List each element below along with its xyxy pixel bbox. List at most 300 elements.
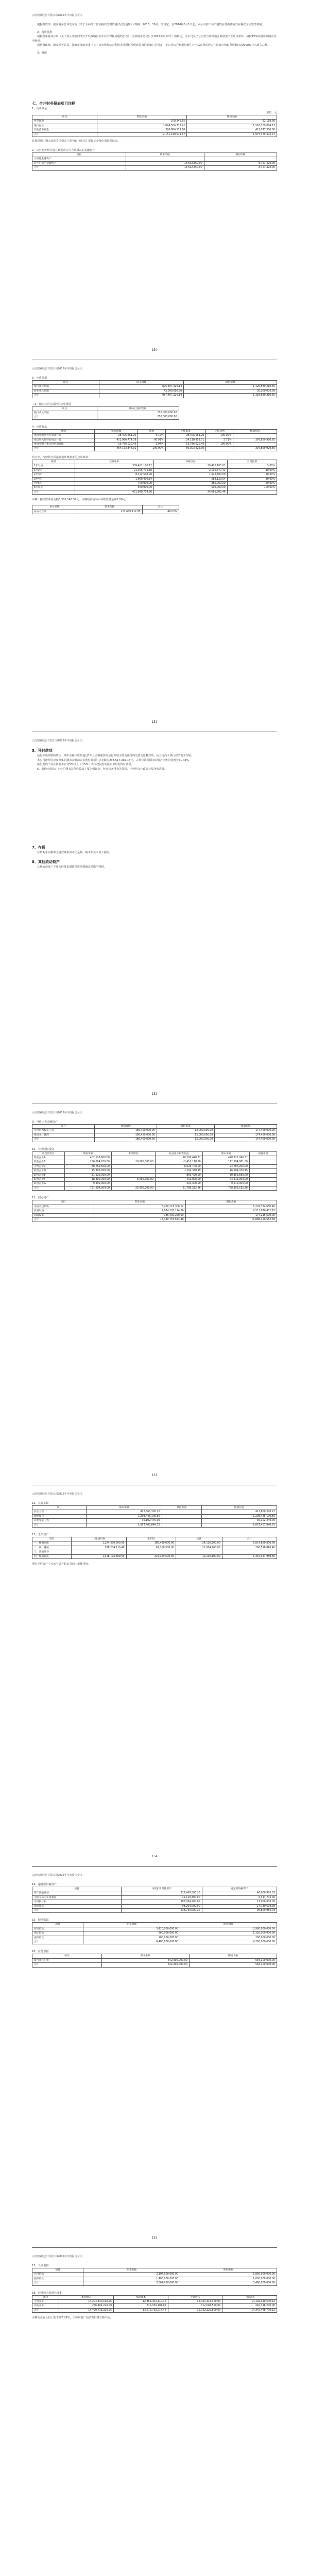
paragraph: 预付款项按账龄列示：期末余额中账龄超过1年且金额重要的预付款项主要为预付的设备及原料款项，因合同尚未执行完毕而未结转。 bbox=[37, 754, 194, 757]
page-header: 云南铝业股份有限公司2015年年度报告全文 bbox=[32, 1111, 82, 1114]
table-cell: 210,330,104.00 bbox=[114, 2304, 168, 2308]
table-row bbox=[32, 510, 179, 514]
table-row bbox=[32, 389, 277, 393]
table-cell: 13,786,020.45 bbox=[94, 443, 138, 447]
table-cell: 24,110,300.00 bbox=[176, 1541, 222, 1546]
table-cell: 合计 bbox=[32, 2308, 59, 2312]
table-cell: 可抵扣亏损 bbox=[32, 1900, 122, 1904]
table-cell: 174,450,000.00 bbox=[215, 1129, 277, 1133]
page-number: 154 bbox=[151, 1855, 158, 1858]
cash-table bbox=[32, 115, 277, 137]
table-row bbox=[32, 1895, 277, 1900]
table-cell: 抵押借款 bbox=[32, 1936, 83, 1940]
table-cell: 1至2年 bbox=[32, 468, 75, 472]
table-cell: 合计 bbox=[32, 1909, 122, 1913]
col-header: 比例 bbox=[138, 429, 165, 433]
table-cell: 房屋及建筑物 bbox=[32, 1205, 94, 1209]
table-cell: -860,420.00 bbox=[156, 1173, 203, 1177]
table-cell: 95,809,950.03 bbox=[202, 1909, 277, 1913]
table-row bbox=[32, 1958, 277, 1962]
col-header: 可抵扣暂时性差异 bbox=[122, 1887, 202, 1891]
table-row bbox=[32, 1541, 277, 1546]
table-cell bbox=[250, 1156, 277, 1160]
dta-table bbox=[32, 1887, 277, 1913]
table-cell: 6,201,334,650.40 bbox=[185, 1205, 277, 1209]
table-cell: 1,960,400.14 bbox=[75, 477, 153, 481]
col-header: 期初余额 bbox=[64, 1151, 111, 1156]
table-cell: 15,420,118,300.00 bbox=[168, 2300, 222, 2304]
table-cell: 16,480,753,634.48 bbox=[94, 1217, 185, 1222]
table-cell: 新建项目 bbox=[32, 1514, 87, 1518]
table-cell bbox=[111, 1173, 155, 1177]
page-header: 云南铝业股份有限公司2015年年度报告全文 bbox=[32, 367, 82, 370]
table-cell bbox=[233, 434, 277, 438]
table-row bbox=[32, 434, 277, 438]
paragraph: 存货期末余额中无借款费用资本化金额，期末存货未用于担保。 bbox=[37, 851, 112, 854]
note: 期末无形资产中无未办妥产权证书的土地使用权。 bbox=[32, 1563, 91, 1566]
table-cell: 186,450,000.00 bbox=[95, 1133, 157, 1137]
table-cell: 1,018,126,389.60 bbox=[72, 1554, 126, 1558]
col-header: 项目 bbox=[32, 115, 97, 120]
col-header: 期末余额 bbox=[99, 381, 184, 385]
table-cell: 合计 bbox=[32, 415, 97, 419]
table-cell: 412,000.00 bbox=[156, 1178, 203, 1182]
col-header: 被投资单位 bbox=[32, 1151, 65, 1156]
table-row bbox=[32, 1931, 277, 1936]
table-cell: 15,888,420,652.58 bbox=[185, 1217, 277, 1222]
table-cell: 94,787,200.00 bbox=[202, 1164, 249, 1168]
table-cell: 350,000.00 bbox=[154, 481, 228, 485]
subheading: 11、固定资产 bbox=[32, 1196, 49, 1200]
paragraph: 根据国家税务总局《关于深入实施西部大开发战略有关企业所得税问题的公告》（国家税务总局公告2012年第12号）的规定，本公司及子公司符合西部地区鼓励类产业项目条件，减按15%的税率缴纳企业所得税。 bbox=[32, 35, 277, 43]
paragraph: 本公司按预付对象归集的期末余额前五名预付款项汇总金额为238,517,302.16元，占预付款项期末余额合计数的比例为71.42%。 bbox=[37, 758, 192, 762]
table-cell: 联营企业A bbox=[32, 1156, 65, 1160]
table-cell: 合营企业C bbox=[32, 1164, 65, 1168]
section-title: 8、其他流动资产 bbox=[32, 859, 60, 864]
table-cell: 14,204,330,100.25 bbox=[59, 2300, 114, 2304]
table-cell: 412,860,300.22 bbox=[201, 1510, 277, 1514]
table-cell bbox=[111, 1182, 155, 1186]
col-header: 坏账准备 bbox=[165, 429, 206, 433]
table-cell: 6.12% bbox=[138, 434, 165, 438]
subheading: 17、长期借款 bbox=[32, 2264, 49, 2267]
table-cell: 联营企业G bbox=[32, 1182, 65, 1186]
notes-receivable-table bbox=[32, 380, 277, 398]
table-cell: 412,077,300.00 bbox=[187, 128, 277, 132]
table-cell: 6,317,745.00 bbox=[202, 1895, 277, 1900]
table-cell: 21,305,774.10 bbox=[75, 468, 153, 472]
table-row bbox=[32, 477, 277, 481]
table-row bbox=[32, 1891, 277, 1895]
col-header: 减值准备 bbox=[162, 1506, 201, 1510]
col-header: 减值准备 bbox=[250, 1151, 277, 1156]
table-cell: 421,980,774.36 bbox=[94, 438, 138, 442]
col-header: 期初余额 bbox=[204, 153, 277, 157]
table-cell: 174,450,000.00 bbox=[215, 1133, 277, 1137]
table-cell: 464,173,346.01 bbox=[94, 447, 138, 451]
table-row bbox=[32, 1217, 277, 1222]
col-header: 占比 bbox=[142, 505, 179, 510]
table-cell: 895,407,320.14 bbox=[99, 385, 184, 389]
table-cell: 6,420,118,300.12 bbox=[94, 1205, 185, 1209]
col-header: 计提比例 bbox=[227, 460, 277, 464]
table-cell: 9,874,205,114.36 bbox=[94, 1209, 185, 1213]
table-cell: 12,000,000.00 bbox=[157, 1138, 214, 1142]
table-cell: 信用借款 bbox=[32, 1927, 83, 1931]
col-header: 坏账准备 bbox=[154, 460, 228, 464]
table-cell: 24,661,302.46 bbox=[154, 490, 228, 494]
table-cell: 108,346.55 bbox=[97, 120, 187, 124]
cip-table bbox=[32, 1505, 277, 1528]
table-cell: 14,490,731,320.25 bbox=[59, 2308, 114, 2312]
table-cell bbox=[250, 1182, 277, 1186]
table-cell: 1,354,341,989.60 bbox=[222, 1554, 277, 1558]
col-header: 期末余额 bbox=[83, 2268, 180, 2273]
table-row bbox=[32, 1519, 277, 1523]
table-cell: 联营企业D bbox=[32, 1169, 65, 1173]
table-cell: 25,000,000.00 bbox=[111, 1186, 155, 1190]
table-cell: 8,761,420.00 bbox=[204, 166, 277, 170]
table-cell: 186,450,000.00 bbox=[95, 1129, 157, 1133]
table-cell bbox=[250, 1164, 277, 1168]
col-header: 项目 bbox=[32, 1537, 72, 1541]
table-row bbox=[32, 411, 179, 415]
page-number: 155 bbox=[151, 2236, 158, 2240]
page-header: 云南铝业股份有限公司2015年年度报告全文 bbox=[32, 739, 82, 742]
table-row bbox=[32, 415, 179, 419]
table-cell: 8,112,500.00 bbox=[75, 473, 153, 477]
pledged-table bbox=[32, 406, 179, 420]
table-cell: 45,300,000.00 bbox=[64, 1169, 111, 1173]
table-row bbox=[32, 1169, 277, 1173]
table-cell: 1,614,860,800.00 bbox=[222, 1541, 277, 1546]
section-title: 七、合并财务报表项目注释 bbox=[32, 101, 75, 106]
table-cell: 1年以内 bbox=[32, 464, 75, 468]
col-header: 本期成本 bbox=[114, 2295, 168, 2299]
paragraph: 其他流动资产主要为待抵扣增值税进项税额及预缴所得税。 bbox=[37, 865, 107, 869]
ppe-table bbox=[32, 1200, 277, 1222]
table-row bbox=[32, 2277, 277, 2281]
table-cell: 2,151,419,579.57 bbox=[97, 132, 187, 137]
col-header: 本期增加 bbox=[111, 1151, 155, 1156]
ltei-table bbox=[32, 1151, 277, 1191]
table-row bbox=[32, 443, 277, 447]
subheading: 10、长期股权投资 bbox=[32, 1147, 54, 1151]
table-cell: 326,804,519.60 bbox=[97, 128, 187, 132]
col-header: 期末余额 bbox=[94, 1200, 185, 1205]
table-row bbox=[32, 473, 277, 477]
table-cell: 4,300,000,000.00 bbox=[180, 1940, 277, 1944]
table-cell: 2.97% bbox=[138, 443, 165, 447]
table-cell: 银行承兑汇票 bbox=[32, 1958, 102, 1962]
table-row bbox=[32, 490, 277, 494]
table-row bbox=[32, 468, 277, 472]
table-cell: 3至4年 bbox=[32, 477, 75, 481]
note: 本期营业收入较上期下降7.89%，主要系铝产品销售价格下降所致。 bbox=[32, 2316, 113, 2320]
table-cell: 10.00% bbox=[227, 468, 277, 472]
col-header: 应收账款 bbox=[75, 460, 153, 464]
table-row bbox=[32, 486, 277, 490]
table-cell: 合计 bbox=[32, 1186, 65, 1190]
table-row bbox=[32, 1510, 277, 1514]
col-header: 递延所得税资产 bbox=[202, 1887, 277, 1891]
table-cell: 24,212,000.00 bbox=[202, 1178, 249, 1182]
afs-table bbox=[32, 1124, 277, 1142]
table-cell: 14,730,600.00 bbox=[202, 1904, 277, 1908]
table-cell bbox=[162, 1523, 201, 1527]
subheading: 16、应付票据 bbox=[32, 1950, 49, 1954]
table-cell: 资产减值准备 bbox=[32, 1891, 122, 1895]
table-cell: 一、账面原值 bbox=[32, 1541, 72, 1546]
table-cell: 12,000,000.00 bbox=[157, 1129, 214, 1133]
table-row bbox=[32, 157, 277, 161]
table-cell: 14,502,350.00 bbox=[126, 166, 204, 170]
col-header: 期末余额 bbox=[126, 153, 204, 157]
table-cell: 1,204,330,500.00 bbox=[72, 1541, 126, 1546]
table-row bbox=[32, 1904, 277, 1908]
table-cell: 13,070,732,214.46 bbox=[114, 2308, 168, 2312]
table-cell: 642,300,000.00 bbox=[101, 1958, 189, 1962]
table-row bbox=[32, 1173, 277, 1177]
table-cell: 186,450,000.00 bbox=[95, 1138, 157, 1142]
table-row bbox=[32, 2304, 277, 2308]
table-cell: 798,392,532.26 bbox=[202, 1186, 249, 1190]
table-cell: 20.00% bbox=[227, 473, 277, 477]
subheading: 14、递延所得税资产 bbox=[32, 1883, 57, 1886]
table-cell: 174,450,000.00 bbox=[215, 1138, 277, 1142]
table-cell: 46,860,975.03 bbox=[202, 1891, 277, 1895]
table-cell: 90.91% bbox=[138, 438, 165, 442]
col-header: 上期收入 bbox=[168, 2295, 222, 2299]
table-cell: 商业承兑票据 bbox=[32, 389, 99, 393]
table-cell: 12,106,100.00 bbox=[176, 1554, 222, 1558]
table-cell bbox=[227, 490, 277, 494]
table-cell bbox=[111, 1164, 155, 1168]
table-cell: 642,300,000.00 bbox=[101, 1963, 189, 1967]
col-header: 账面价值 bbox=[215, 1125, 277, 1129]
col-header: 项目 bbox=[32, 1506, 87, 1510]
notes-section bbox=[32, 101, 277, 171]
table-cell: 合计 bbox=[32, 447, 95, 451]
table-cell: 210,000,000.00 bbox=[97, 415, 179, 419]
table-cell: 397,869,920.65 bbox=[233, 438, 277, 442]
subheading: 15、短期借款 bbox=[32, 1919, 49, 1922]
col-header: 账面价值 bbox=[233, 429, 277, 433]
table-cell: 合计 bbox=[32, 2281, 83, 2285]
table-cell: 联营企业F bbox=[32, 1178, 65, 1182]
table-cell: 213,660,412.85 bbox=[77, 510, 142, 514]
table-cell: 397,869,920.65 bbox=[233, 447, 277, 451]
table-cell: 1,622,500.00 bbox=[154, 473, 228, 477]
table-row bbox=[32, 2281, 277, 2285]
table-cell: 1,204,330.15 bbox=[156, 1169, 203, 1173]
table-cell: 联营企业E bbox=[32, 1173, 65, 1177]
subheading: 2、税收优惠 bbox=[37, 30, 53, 34]
table-cell: 合计 bbox=[32, 394, 99, 398]
col-header: 种类 bbox=[32, 1954, 102, 1958]
col-header: 账面余额 bbox=[94, 429, 138, 433]
table-cell: 14,502,350.00 bbox=[126, 161, 204, 165]
table-row bbox=[32, 394, 277, 398]
table-cell: 其他零星工程 bbox=[32, 1519, 87, 1523]
table-cell: 联营企业B bbox=[32, 1160, 65, 1164]
table-row bbox=[32, 1213, 277, 1217]
table-cell: 402,118,600.00 bbox=[64, 1156, 111, 1160]
table-row bbox=[32, 1209, 277, 1213]
table-cell: 技改工程 bbox=[32, 1510, 87, 1514]
table-cell: 31,220,000.00 bbox=[64, 1173, 111, 1177]
table-cell: 5.71% bbox=[206, 438, 233, 442]
page-header: 云南铝业股份有限公司2015年年度报告全文 bbox=[32, 1493, 82, 1496]
prepayments-section bbox=[32, 748, 277, 771]
col-header: 权益法下投资损益 bbox=[156, 1151, 203, 1156]
table-row bbox=[32, 1909, 277, 1913]
table-cell: 3,420,000,000.00 bbox=[83, 1927, 180, 1931]
table-row bbox=[32, 1554, 277, 1558]
table-cell: 700,000.00 bbox=[75, 481, 153, 485]
table-row bbox=[32, 1160, 277, 1164]
col-header: 账面余额 bbox=[95, 1125, 157, 1129]
table-cell: 500,000.00 bbox=[75, 486, 153, 490]
receivables-section bbox=[32, 376, 277, 514]
table-cell: 12,860,402,110.46 bbox=[114, 2300, 168, 2304]
table-row bbox=[32, 1133, 277, 1137]
st-loans-table bbox=[32, 1922, 277, 1944]
col-header: 项目 bbox=[32, 2268, 83, 2273]
ar-table bbox=[32, 429, 277, 451]
col-header: 类别 bbox=[32, 429, 95, 433]
table-cell: 四、账面价值 bbox=[32, 1554, 72, 1558]
table-cell: 2至3年 bbox=[32, 473, 75, 477]
table-cell: 312,004,500.00 bbox=[168, 2304, 222, 2308]
table-row bbox=[32, 124, 277, 128]
table-row bbox=[32, 1936, 277, 1940]
table-cell bbox=[162, 1510, 201, 1514]
table-cell: 210,000,000.00 bbox=[97, 411, 179, 415]
subheading: 1、货币资金 bbox=[32, 107, 47, 110]
col-header: 期初余额 bbox=[187, 115, 277, 120]
page-header: 云南铝业股份有限公司2015年年度报告全文 bbox=[32, 2255, 82, 2258]
table-cell: 1,156,580,210.55 bbox=[184, 394, 277, 398]
table-cell: 42,000,000.00 bbox=[99, 389, 184, 393]
table-cell: 9,610,300.00 bbox=[202, 1182, 249, 1186]
lt-loans-table bbox=[32, 2268, 277, 2286]
table-cell: 3,460,000,000.00 bbox=[180, 2281, 277, 2285]
top5-table bbox=[32, 505, 179, 514]
table-cell bbox=[250, 1169, 277, 1173]
table-cell: 3,504,000,000.00 bbox=[83, 2281, 180, 2285]
table-cell: 36,102,440.00 bbox=[87, 1519, 162, 1523]
aging-table bbox=[32, 460, 277, 495]
table-cell: 240,118,200.00 bbox=[222, 2304, 277, 2308]
table-cell bbox=[250, 1178, 277, 1182]
table-cell: 638,733,000.20 bbox=[122, 1909, 202, 1913]
table-row bbox=[32, 1927, 277, 1931]
table-row bbox=[32, 128, 277, 132]
page-number: 152 bbox=[151, 1092, 158, 1096]
subheading: 3、其他 bbox=[37, 51, 47, 55]
table-cell: 机器设备 bbox=[32, 1209, 94, 1213]
page-number: 153 bbox=[151, 1473, 158, 1477]
table-cell: 银行承兑票据 bbox=[32, 385, 99, 389]
table-cell: 20,000,000.00 bbox=[111, 1160, 155, 1164]
table-cell: 14,102,330,500.12 bbox=[222, 2300, 277, 2304]
table-row bbox=[32, 481, 277, 485]
col-header: 项目 bbox=[32, 406, 97, 411]
subheading: （2）期末公司已质押的应收票据 bbox=[32, 402, 71, 406]
section-title: 7、存货 bbox=[32, 845, 45, 850]
note: 本期计提坏账准备金额6,382,140.52元；本期收回或转回坏账准备金额0.00元。 bbox=[32, 498, 128, 502]
table-cell: 4,480,000,000.00 bbox=[83, 1940, 180, 1944]
subheading: 组合中，按账龄分析法计提坏账准备的应收账款： bbox=[32, 455, 91, 459]
page-header: 云南铝业股份有限公司2015年年度报告全文 bbox=[32, 14, 82, 17]
table-cell: 递延收益 bbox=[32, 1904, 122, 1908]
table-cell: 合计 bbox=[32, 1138, 95, 1142]
table-cell: 5,000,000.00 bbox=[111, 1178, 155, 1182]
table-cell: 100.00% bbox=[206, 434, 233, 438]
table-cell: 186,204,110.40 bbox=[72, 1546, 126, 1550]
col-header: 本期收入 bbox=[59, 2295, 114, 2299]
table-cell: 保证借款 bbox=[32, 1931, 83, 1936]
col-header: 计提比例 bbox=[206, 429, 233, 433]
section-title: 5、预付款项 bbox=[32, 749, 53, 753]
table-row bbox=[32, 438, 277, 442]
table-row bbox=[32, 464, 277, 468]
table-cell: 抵押借款 bbox=[32, 2277, 83, 2281]
table-row bbox=[32, 1138, 277, 1142]
table-row bbox=[32, 1178, 277, 1182]
cip-section bbox=[32, 1501, 277, 1566]
table-cell: 1,600,000,000.00 bbox=[180, 2277, 277, 2281]
table-cell: 1,208,445,100.50 bbox=[87, 1514, 162, 1518]
subheading: 2、以公允价值计量且其变动计入当期损益的金融资产 bbox=[32, 149, 95, 152]
table-cell: 421,980,774.36 bbox=[75, 490, 153, 494]
table-cell: 合计 bbox=[32, 1523, 87, 1527]
page-divider bbox=[32, 2247, 277, 2248]
table-cell: 2,130,577.41 bbox=[154, 468, 228, 472]
col-header: 期末余额 bbox=[97, 115, 187, 120]
table-cell: 36,102,440.00 bbox=[201, 1519, 277, 1523]
col-header: 期初余额 bbox=[185, 1200, 277, 1205]
col-header: 期末余额 bbox=[83, 1923, 180, 1927]
table-cell: 1,400,000,000.00 bbox=[83, 2277, 180, 2281]
col-header: 单位名称 bbox=[32, 505, 77, 510]
table-cell bbox=[111, 1169, 155, 1173]
table-cell bbox=[111, 1156, 155, 1160]
table-row bbox=[32, 1205, 277, 1209]
table-cell: 银行存款 bbox=[32, 124, 97, 128]
table-cell bbox=[162, 1519, 201, 1523]
table-cell: 937,407,320.14 bbox=[99, 394, 184, 398]
table-cell bbox=[250, 1173, 277, 1177]
table-cell: 按信用风险特征组合计提 bbox=[32, 438, 95, 442]
paragraph: 根据财政部、国家税务总局、国家发展改革委《关于公布资源综合利用企业所得税优惠目录的通知》的规定，子公司综合利用资源生产产品取得的收入在计算应纳税所得额时减按90%计入收入总额。 bbox=[37, 44, 270, 47]
table-cell: 312,406,500.20 bbox=[122, 1891, 202, 1895]
col-header: 上期成本 bbox=[222, 2295, 277, 2299]
page-number: 150 bbox=[151, 348, 158, 352]
table-cell: 二、累计摊销 bbox=[32, 1546, 72, 1550]
table-cell: 合计 bbox=[32, 1217, 94, 1222]
table-row bbox=[32, 120, 277, 124]
table-cell: 186,430,220.00 bbox=[94, 1213, 185, 1217]
intangibles-table bbox=[32, 1537, 277, 1559]
table-cell: 1,657,407,840.72 bbox=[201, 1523, 277, 1527]
table-cell bbox=[176, 1550, 222, 1554]
table-cell: 可供出售权益工具 bbox=[32, 1129, 95, 1133]
col-header: 项目 bbox=[32, 1200, 94, 1205]
col-header: 项目 bbox=[32, 1125, 95, 1129]
col-header: 项目 bbox=[32, 1887, 122, 1891]
